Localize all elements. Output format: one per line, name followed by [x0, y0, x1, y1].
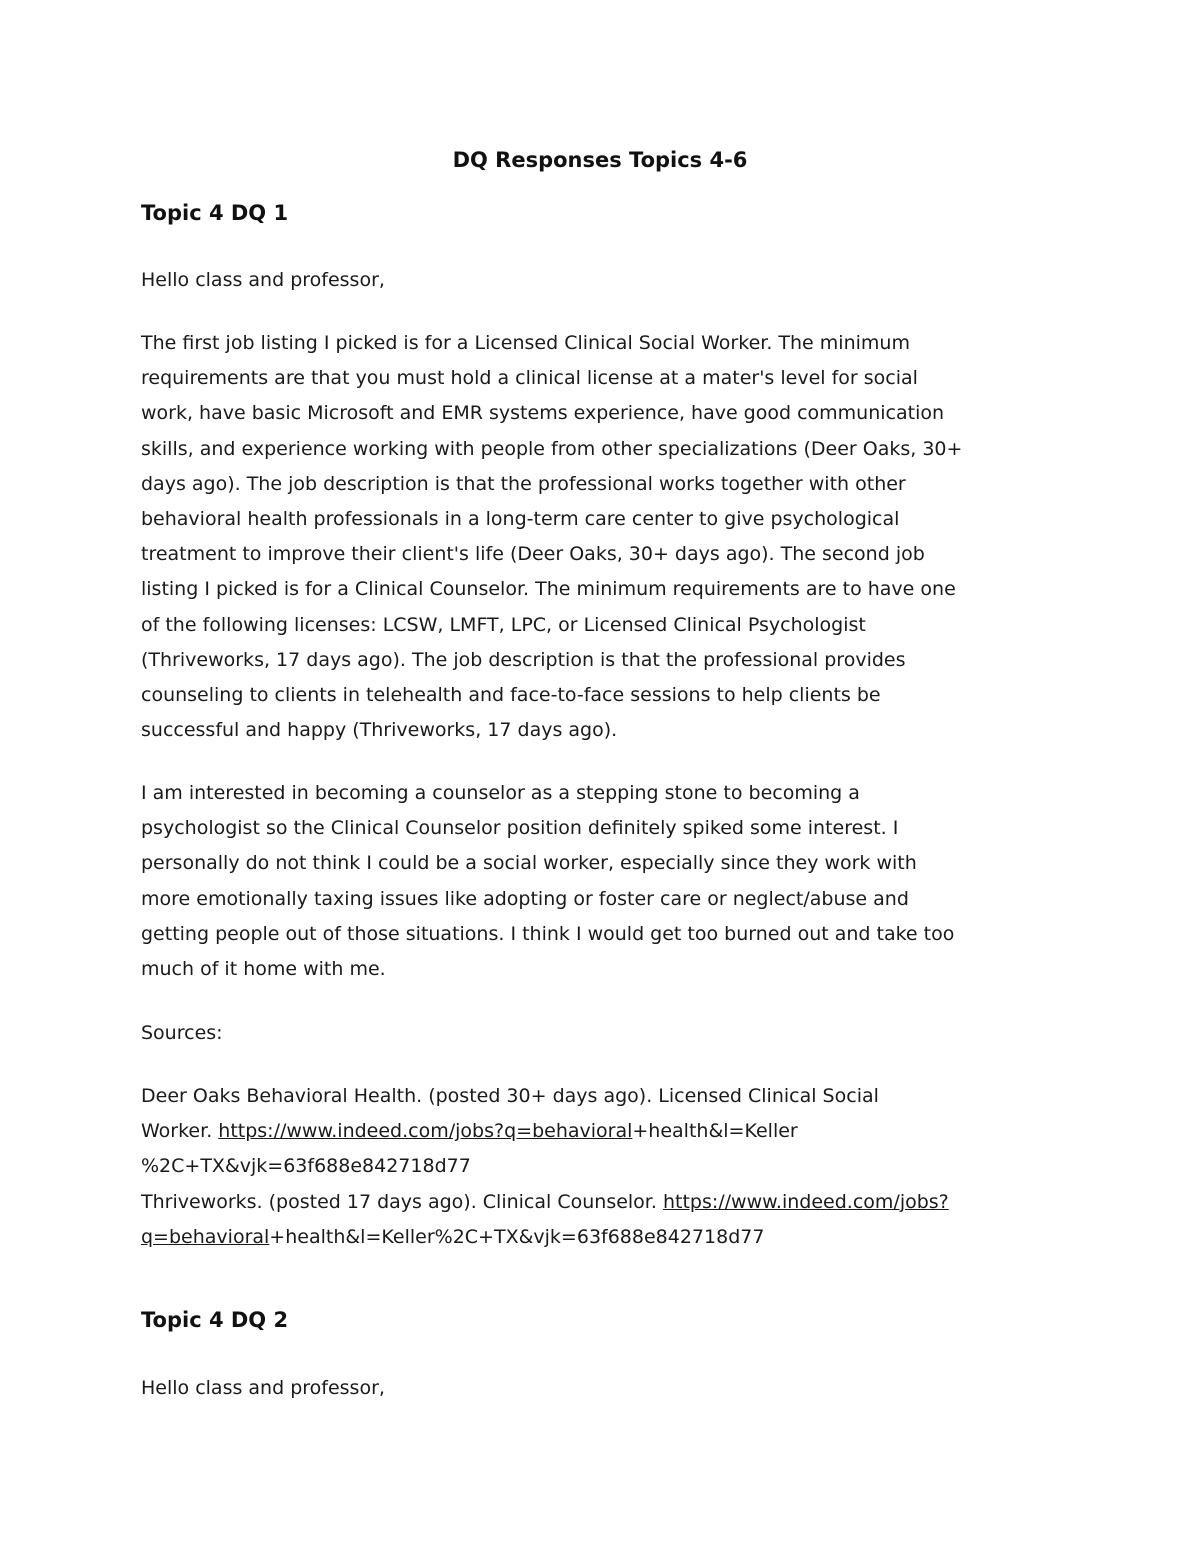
source-1-line-1: Deer Oaks Behavioral Health. (posted 30+ days ago). Licensed Clinical Social — [141, 1085, 879, 1107]
paragraph-line: counseling to clients in telehealth and face-to-face sessions to help clients be — [141, 684, 881, 707]
source-2-link-continued[interactable]: q=behavioral — [141, 1225, 270, 1248]
paragraph-line: behavioral health professionals in a long-term care center to give psychological — [141, 508, 900, 531]
paragraph-line: more emotionally taxing issues like adopting or foster care or neglect/abuse and — [141, 887, 909, 910]
paragraph-job-listings — [141, 326, 1061, 748]
source-2-line-1 — [141, 1185, 1061, 1220]
paragraph-line: listing I picked is for a Clinical Counselor. The minimum requirements are to have one — [141, 578, 956, 601]
greeting: Hello class and professor, — [141, 1377, 385, 1399]
source-1-prefix: Worker. — [141, 1120, 219, 1143]
source-1-line-2 — [141, 1114, 1061, 1149]
paragraph-line: (Thriveworks, 17 days ago). The job description is that the professional provides — [141, 648, 906, 671]
source-1-suffix: +health&l=Keller — [632, 1120, 798, 1143]
source-2-suffix: +health&l=Keller%2C+TX&vjk=63f688e842718d77 — [269, 1225, 765, 1248]
paragraph-personal-interest — [141, 776, 1061, 987]
greeting: Hello class and professor, — [141, 269, 385, 291]
source-2-link[interactable]: https://www.indeed.com/jobs? — [662, 1190, 949, 1213]
paragraph-line: requirements are that you must hold a clinical license at a mater's level for social — [141, 367, 918, 390]
sources-label: Sources: — [141, 1022, 223, 1044]
paragraph-line: treatment to improve their client's life (Deer Oaks, 30+ days ago). The second job — [141, 543, 925, 566]
source-2-line-2 — [141, 1220, 1061, 1255]
document-title: DQ Responses Topics 4-6 — [452, 148, 748, 172]
paragraph-line: work, have basic Microsoft and EMR systems experience, have good communication — [141, 402, 945, 425]
paragraph-line: much of it home with me. — [141, 958, 386, 981]
section-heading-topic-4-dq-2: Topic 4 DQ 2 — [141, 1308, 289, 1332]
section-heading-topic-4-dq-1: Topic 4 DQ 1 — [141, 201, 289, 225]
paragraph-line: getting people out of those situations. I think I would get too burned out and take too — [141, 922, 955, 945]
source-1-line-3: %2C+TX&vjk=63f688e842718d77 — [141, 1155, 471, 1178]
paragraph-line: The first job listing I picked is for a Licensed Clinical Social Worker. The minimum — [141, 332, 910, 354]
source-2-prefix: Thriveworks. (posted 17 days ago). Clinical Counselor. — [141, 1190, 663, 1213]
sources-list — [141, 1079, 1061, 1255]
paragraph-line: I am interested in becoming a counselor as a stepping stone to becoming a — [141, 782, 860, 804]
paragraph-line: days ago). The job description is that the professional works together with other — [141, 472, 906, 495]
source-1-link[interactable]: https://www.indeed.com/jobs?q=behavioral — [218, 1120, 633, 1143]
paragraph-line: successful and happy (Thriveworks, 17 days ago). — [141, 719, 618, 742]
paragraph-line: personally do not think I could be a social worker, especially since they work with — [141, 852, 917, 875]
paragraph-line: psychologist so the Clinical Counselor position definitely spiked some interest. I — [141, 817, 899, 840]
paragraph-line: skills, and experience working with people from other specializations (Deer Oaks, 30+ — [141, 437, 963, 460]
paragraph-line: of the following licenses: LCSW, LMFT, LPC, or Licensed Clinical Psychologist — [141, 613, 866, 636]
